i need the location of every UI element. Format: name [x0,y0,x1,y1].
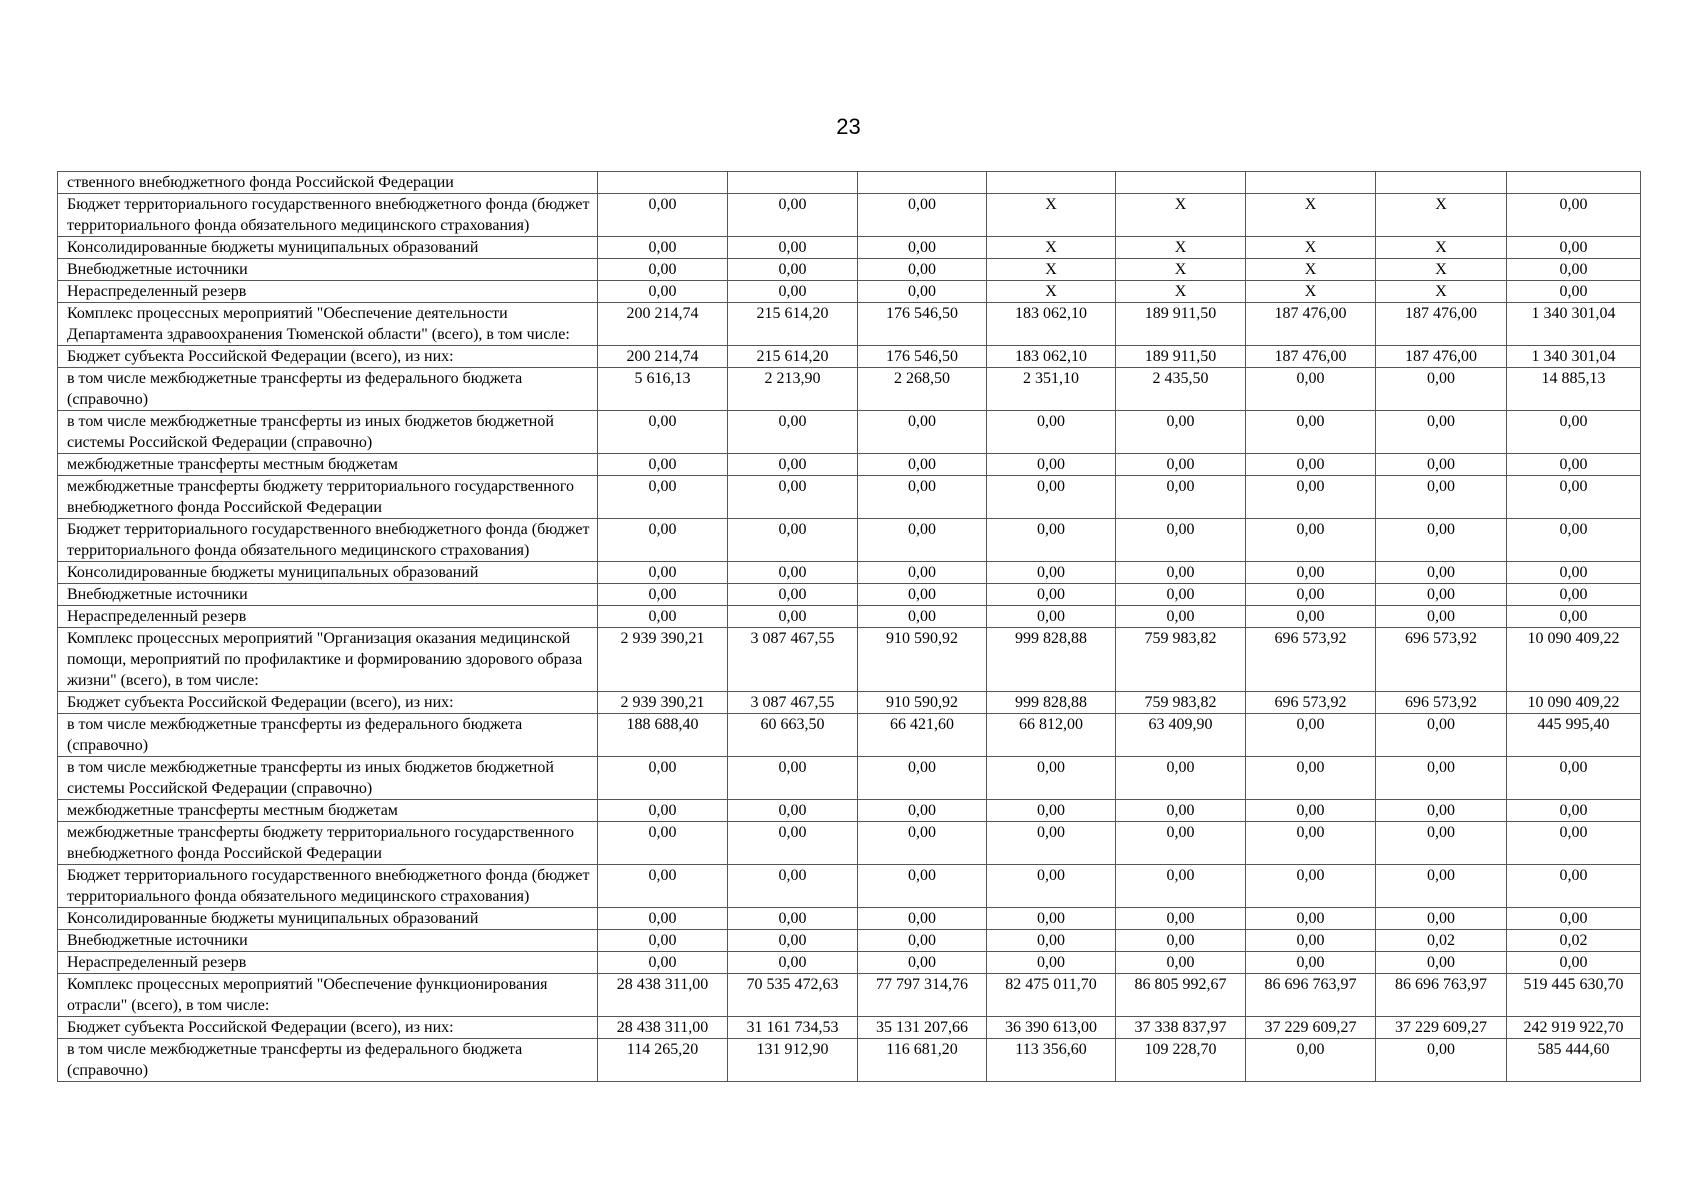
value-cell: 0,00 [1376,822,1507,865]
value-cell: 0,00 [858,584,987,606]
value-cell: 0,00 [858,454,987,476]
row-label: межбюджетные трансферты местным бюджетам [58,454,598,476]
value-cell: 0,00 [728,930,858,952]
value-cell: X [1116,259,1246,281]
value-cell: 0,00 [1507,259,1641,281]
row-label: Бюджет территориального государственного внебюджетного фонда (бюджет территориального фонда обязательного медицинского страхования) [58,519,598,562]
value-cell: 0,00 [598,281,728,303]
value-cell: X [987,237,1116,259]
value-cell: 0,00 [987,822,1116,865]
value-cell: 0,00 [598,194,728,237]
row-label: межбюджетные трансферты бюджету территориального государственного внебюджетного фонда Российской Федерации [58,476,598,519]
value-cell: 70 535 472,63 [728,974,858,1017]
row-label: Бюджет субъекта Российской Федерации (всего), из них: [58,346,598,368]
table-row [58,1017,1641,1039]
value-cell: 0,00 [1116,822,1246,865]
table-row [58,714,1641,757]
value-cell: X [987,259,1116,281]
value-cell: 0,00 [858,519,987,562]
value-cell [598,172,728,194]
value-cell: 910 590,92 [858,692,987,714]
value-cell: 0,00 [598,411,728,454]
value-cell [1116,172,1246,194]
value-cell: 0,00 [858,259,987,281]
value-cell: 183 062,10 [987,346,1116,368]
value-cell: 0,00 [1246,757,1376,800]
value-cell: 0,00 [1507,584,1641,606]
value-cell: 189 911,50 [1116,303,1246,346]
value-cell: 63 409,90 [1116,714,1246,757]
table-row [58,1039,1641,1082]
value-cell: 86 696 763,97 [1376,974,1507,1017]
table-row [58,281,1641,303]
value-cell: 0,00 [1376,800,1507,822]
value-cell: 0,00 [858,930,987,952]
value-cell: 445 995,40 [1507,714,1641,757]
value-cell: X [1376,281,1507,303]
value-cell: X [987,281,1116,303]
value-cell: 0,00 [728,411,858,454]
value-cell: 0,00 [1376,411,1507,454]
value-cell: 0,00 [858,800,987,822]
value-cell: 215 614,20 [728,303,858,346]
value-cell: 2 351,10 [987,368,1116,411]
value-cell: 0,00 [1376,1039,1507,1082]
value-cell: 910 590,92 [858,628,987,692]
value-cell: 0,00 [728,194,858,237]
value-cell: 0,00 [728,952,858,974]
value-cell: 999 828,88 [987,628,1116,692]
value-cell: 0,00 [1246,411,1376,454]
value-cell: 187 476,00 [1246,346,1376,368]
value-cell [1246,172,1376,194]
row-label: Комплекс процессных мероприятий "Обеспечение деятельности Департамента здравоохранения Тюменской области" (всего), в том числе: [58,303,598,346]
value-cell: 176 546,50 [858,303,987,346]
value-cell: X [1246,237,1376,259]
value-cell: X [1376,194,1507,237]
value-cell: 696 573,92 [1376,628,1507,692]
value-cell: 0,00 [987,476,1116,519]
row-label: Бюджет субъекта Российской Федерации (всего), из них: [58,1017,598,1039]
table-row [58,822,1641,865]
value-cell: 10 090 409,22 [1507,692,1641,714]
value-cell: 0,00 [1116,584,1246,606]
value-cell: 0,00 [858,822,987,865]
value-cell: 0,02 [1507,930,1641,952]
table-row [58,519,1641,562]
value-cell: 0,00 [987,584,1116,606]
value-cell: 0,00 [1507,908,1641,930]
value-cell: 0,00 [1507,562,1641,584]
value-cell: 0,00 [987,930,1116,952]
value-cell: 0,00 [1116,476,1246,519]
value-cell: 131 912,90 [728,1039,858,1082]
value-cell: 0,00 [728,454,858,476]
value-cell: 37 338 837,97 [1116,1017,1246,1039]
value-cell: 0,00 [1246,908,1376,930]
value-cell: 0,00 [1116,606,1246,628]
row-label: Внебюджетные источники [58,930,598,952]
value-cell: 242 919 922,70 [1507,1017,1641,1039]
value-cell: 0,00 [1246,519,1376,562]
table-row [58,259,1641,281]
value-cell: 0,00 [598,584,728,606]
value-cell: 0,00 [1507,194,1641,237]
value-cell: 183 062,10 [987,303,1116,346]
value-cell: 0,00 [987,865,1116,908]
value-cell: 0,00 [728,476,858,519]
value-cell: 0,00 [1246,714,1376,757]
value-cell: 86 696 763,97 [1246,974,1376,1017]
row-label: Внебюджетные источники [58,259,598,281]
table-row [58,368,1641,411]
value-cell: 0,00 [598,476,728,519]
value-cell: 0,00 [987,411,1116,454]
value-cell: 10 090 409,22 [1507,628,1641,692]
table-row [58,757,1641,800]
value-cell: 0,00 [1507,800,1641,822]
value-cell: 0,00 [987,757,1116,800]
value-cell: 66 812,00 [987,714,1116,757]
value-cell: 0,00 [728,908,858,930]
table-row [58,908,1641,930]
row-label: в том числе межбюджетные трансферты из федерального бюджета (справочно) [58,1039,598,1082]
table-row [58,237,1641,259]
value-cell: 0,00 [858,237,987,259]
value-cell: 0,00 [858,952,987,974]
value-cell: 0,00 [1507,822,1641,865]
table-row [58,800,1641,822]
value-cell: 0,00 [987,800,1116,822]
value-cell: 215 614,20 [728,346,858,368]
value-cell: 0,00 [1507,865,1641,908]
value-cell: 0,00 [1116,411,1246,454]
value-cell [1507,172,1641,194]
value-cell [728,172,858,194]
value-cell: X [1246,194,1376,237]
value-cell: 0,00 [1376,454,1507,476]
value-cell: 0,00 [728,800,858,822]
value-cell: 5 616,13 [598,368,728,411]
value-cell [1376,172,1507,194]
value-cell: 0,00 [1246,584,1376,606]
value-cell: 82 475 011,70 [987,974,1116,1017]
value-cell: 0,00 [858,606,987,628]
row-label: в том числе межбюджетные трансферты из иных бюджетов бюджетной системы Российской Федерации (справочно) [58,757,598,800]
row-label: Бюджет территориального государственного внебюджетного фонда (бюджет территориального фонда обязательного медицинского страхования) [58,865,598,908]
value-cell: 37 229 609,27 [1246,1017,1376,1039]
value-cell: 116 681,20 [858,1039,987,1082]
value-cell: 14 885,13 [1507,368,1641,411]
value-cell: 696 573,92 [1246,628,1376,692]
value-cell: 200 214,74 [598,346,728,368]
value-cell: 2 435,50 [1116,368,1246,411]
value-cell: 759 983,82 [1116,692,1246,714]
value-cell: 0,00 [1507,519,1641,562]
value-cell: 0,00 [598,237,728,259]
value-cell: 0,00 [1246,476,1376,519]
value-cell: 0,00 [1376,584,1507,606]
table-row [58,974,1641,1017]
value-cell: 0,00 [987,454,1116,476]
value-cell: 176 546,50 [858,346,987,368]
value-cell: X [1246,281,1376,303]
table-row [58,692,1641,714]
value-cell: 0,00 [1116,454,1246,476]
value-cell: 0,00 [1507,952,1641,974]
value-cell: 0,00 [1116,519,1246,562]
row-label: в том числе межбюджетные трансферты из иных бюджетов бюджетной системы Российской Федерации (справочно) [58,411,598,454]
value-cell: 0,00 [1376,757,1507,800]
value-cell: 0,00 [728,865,858,908]
value-cell: 759 983,82 [1116,628,1246,692]
value-cell: 0,00 [858,411,987,454]
value-cell: 2 213,90 [728,368,858,411]
value-cell: 0,00 [1507,476,1641,519]
value-cell: 0,00 [728,584,858,606]
row-label: Консолидированные бюджеты муниципальных образований [58,562,598,584]
value-cell [858,172,987,194]
value-cell: 3 087 467,55 [728,628,858,692]
value-cell: 0,00 [858,281,987,303]
value-cell: 3 087 467,55 [728,692,858,714]
value-cell: 585 444,60 [1507,1039,1641,1082]
value-cell: 0,00 [1376,865,1507,908]
value-cell: 0,00 [987,908,1116,930]
value-cell: 0,00 [598,519,728,562]
value-cell: 36 390 613,00 [987,1017,1116,1039]
value-cell: 0,00 [1246,952,1376,974]
value-cell: 2 268,50 [858,368,987,411]
value-cell: 114 265,20 [598,1039,728,1082]
table-row [58,303,1641,346]
value-cell: 1 340 301,04 [1507,303,1641,346]
table-row [58,411,1641,454]
value-cell: 28 438 311,00 [598,1017,728,1039]
value-cell: 0,00 [728,606,858,628]
value-cell: 0,00 [1376,476,1507,519]
value-cell: 0,00 [598,908,728,930]
value-cell: 696 573,92 [1376,692,1507,714]
value-cell: 0,00 [1116,562,1246,584]
page-number: 23 [836,114,861,139]
value-cell: 0,00 [598,930,728,952]
value-cell: 0,00 [1246,865,1376,908]
value-cell: 0,00 [1376,519,1507,562]
table-row [58,606,1641,628]
value-cell: 0,00 [1507,411,1641,454]
value-cell: 0,00 [1246,606,1376,628]
table-row [58,584,1641,606]
value-cell: 187 476,00 [1376,346,1507,368]
value-cell: 0,00 [1246,800,1376,822]
table-row [58,952,1641,974]
value-cell: 0,00 [987,606,1116,628]
value-cell: X [987,194,1116,237]
value-cell: 0,00 [598,757,728,800]
table-row [58,172,1641,194]
value-cell: 0,02 [1376,930,1507,952]
value-cell [987,172,1116,194]
value-cell: 109 228,70 [1116,1039,1246,1082]
value-cell: 0,00 [1376,952,1507,974]
value-cell: 519 445 630,70 [1507,974,1641,1017]
value-cell: 0,00 [598,606,728,628]
value-cell: 0,00 [1376,368,1507,411]
value-cell: 0,00 [1246,368,1376,411]
value-cell: 0,00 [1376,908,1507,930]
value-cell: 0,00 [858,757,987,800]
value-cell: 0,00 [598,454,728,476]
value-cell: 0,00 [1376,606,1507,628]
row-label: Нераспределенный резерв [58,952,598,974]
value-cell: 0,00 [728,757,858,800]
value-cell: 60 663,50 [728,714,858,757]
row-label: ственного внебюджетного фонда Российской Федерации [58,172,598,194]
value-cell: 0,00 [728,562,858,584]
value-cell: 0,00 [1507,606,1641,628]
value-cell: 0,00 [1116,800,1246,822]
value-cell: 0,00 [858,194,987,237]
value-cell: 86 805 992,67 [1116,974,1246,1017]
value-cell: 2 939 390,21 [598,692,728,714]
table-row [58,628,1641,692]
value-cell: 0,00 [858,908,987,930]
row-label: Комплекс процессных мероприятий "Организация оказания медицинской помощи, мероприятий по профилактике и формированию здорового образа жизни" (всего), в том числе: [58,628,598,692]
value-cell: 0,00 [1116,865,1246,908]
value-cell: X [1116,237,1246,259]
value-cell: 31 161 734,53 [728,1017,858,1039]
value-cell: 0,00 [728,281,858,303]
value-cell: 28 438 311,00 [598,974,728,1017]
value-cell: 696 573,92 [1246,692,1376,714]
value-cell: 0,00 [1507,757,1641,800]
row-label: Консолидированные бюджеты муниципальных образований [58,237,598,259]
row-label: Консолидированные бюджеты муниципальных образований [58,908,598,930]
value-cell: 0,00 [1116,757,1246,800]
value-cell: 0,00 [598,562,728,584]
row-label: Бюджет территориального государственного внебюджетного фонда (бюджет территориального фонда обязательного медицинского страхования) [58,194,598,237]
value-cell: 189 911,50 [1116,346,1246,368]
value-cell: 0,00 [728,259,858,281]
row-label: Бюджет субъекта Российской Федерации (всего), из них: [58,692,598,714]
table-row [58,865,1641,908]
value-cell: 0,00 [858,476,987,519]
value-cell: 0,00 [598,259,728,281]
value-cell: X [1246,259,1376,281]
value-cell: 0,00 [1116,952,1246,974]
value-cell: 200 214,74 [598,303,728,346]
table-row [58,454,1641,476]
value-cell: 0,00 [1116,930,1246,952]
table-row [58,562,1641,584]
value-cell: 999 828,88 [987,692,1116,714]
value-cell: 188 688,40 [598,714,728,757]
value-cell: 0,00 [1246,1039,1376,1082]
value-cell: 0,00 [1246,930,1376,952]
row-label: Внебюджетные источники [58,584,598,606]
row-label: Нераспределенный резерв [58,606,598,628]
value-cell: 113 356,60 [987,1039,1116,1082]
value-cell: 0,00 [1507,281,1641,303]
budget-table-body [58,172,1641,1082]
value-cell: 0,00 [858,865,987,908]
value-cell: 0,00 [728,237,858,259]
value-cell: X [1116,194,1246,237]
row-label: Комплекс процессных мероприятий "Обеспечение функционирования отрасли" (всего), в том числе: [58,974,598,1017]
value-cell: X [1116,281,1246,303]
value-cell: 0,00 [1246,454,1376,476]
value-cell: 0,00 [598,822,728,865]
value-cell: X [1376,237,1507,259]
table-row [58,476,1641,519]
value-cell: 0,00 [1246,822,1376,865]
value-cell: 35 131 207,66 [858,1017,987,1039]
table-row [58,930,1641,952]
value-cell: 0,00 [1507,237,1641,259]
row-label: межбюджетные трансферты местным бюджетам [58,800,598,822]
value-cell: 187 476,00 [1376,303,1507,346]
value-cell: 0,00 [987,562,1116,584]
value-cell: 0,00 [598,865,728,908]
value-cell: 0,00 [1246,562,1376,584]
row-label: Нераспределенный резерв [58,281,598,303]
value-cell: 0,00 [987,519,1116,562]
table-row [58,346,1641,368]
value-cell: 0,00 [728,519,858,562]
value-cell: 0,00 [1116,908,1246,930]
value-cell: 0,00 [1376,714,1507,757]
value-cell: 0,00 [858,562,987,584]
budget-table [57,171,1641,1082]
value-cell: 0,00 [728,822,858,865]
row-label: в том числе межбюджетные трансферты из федерального бюджета (справочно) [58,714,598,757]
row-label: межбюджетные трансферты бюджету территориального государственного внебюджетного фонда Российской Федерации [58,822,598,865]
value-cell: 0,00 [1507,454,1641,476]
row-label: в том числе межбюджетные трансферты из федерального бюджета (справочно) [58,368,598,411]
value-cell: 37 229 609,27 [1376,1017,1507,1039]
value-cell: 187 476,00 [1246,303,1376,346]
value-cell: 0,00 [598,800,728,822]
value-cell: 77 797 314,76 [858,974,987,1017]
value-cell: 1 340 301,04 [1507,346,1641,368]
value-cell: 66 421,60 [858,714,987,757]
value-cell: X [1376,259,1507,281]
value-cell: 0,00 [598,952,728,974]
value-cell: 0,00 [987,952,1116,974]
value-cell: 0,00 [1376,562,1507,584]
table-row [58,194,1641,237]
value-cell: 2 939 390,21 [598,628,728,692]
